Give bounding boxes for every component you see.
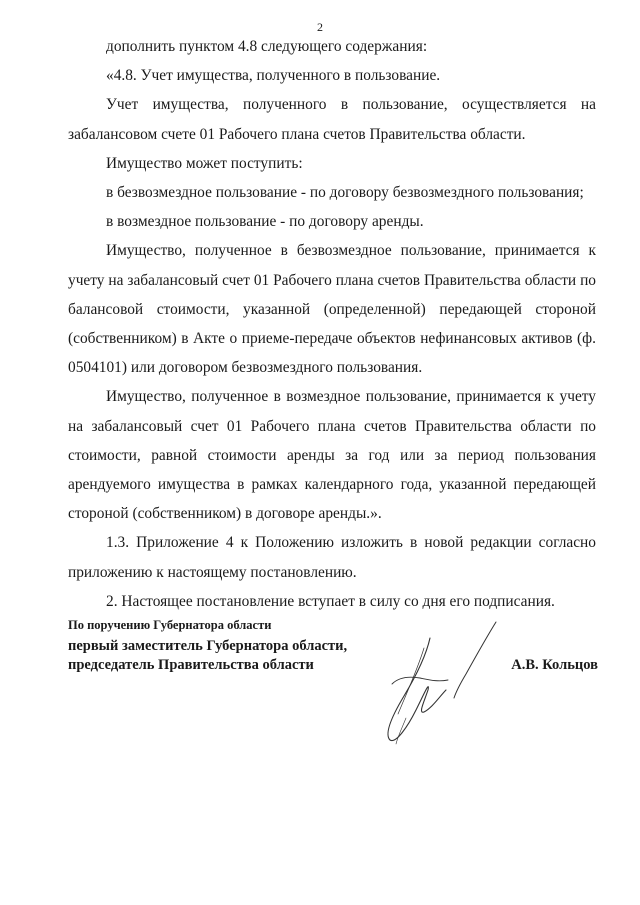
paragraph-6: в возмездное пользование - по договору аренды. <box>106 213 424 231</box>
paragraph-8: Имущество, полученное в возмездное пользование, принимается к учету на забалансовый счет 01 Рабочего плана счетов Правительства области по стоимости, равной стоимости аренды за год или за период пользования арендуемого имущества в рамках календарного года, указанной передающей стороной (собственником) в договоре аренды.». <box>68 388 596 523</box>
signature-position-line-1: первый заместитель Губернатора области, <box>68 638 348 654</box>
page-number: 2 <box>317 20 323 34</box>
signature-position-line-2: председатель Правительства области <box>68 657 314 673</box>
paragraph-7: Имущество, полученное в безвозмездное пользование, принимается к учету на забалансовый счет 01 Рабочего плана счетов Правительства области по балансовой стоимости, указанной (определенной) передающей стороной (собственником) в Акте о приеме-передаче объектов нефинансовых активов (ф. 0504101) или договором безвозмездного пользования. <box>68 242 596 377</box>
paragraph-1: дополнить пунктом 4.8 следующего содержания: <box>106 38 428 55</box>
paragraph-3: Учет имущества, полученного в пользование, осуществляется на забалансовом счете 01 Рабочего плана счетов Правительства области. <box>68 96 596 143</box>
signature-on-behalf: По поручению Губернатора области <box>68 618 272 632</box>
signature-name: А.В. Кольцов <box>511 657 598 673</box>
handwritten-signature <box>368 618 518 758</box>
signature-block <box>68 618 598 758</box>
paragraph-5: в безвозмездное пользование - по договору безвозмездного пользования; <box>106 184 584 202</box>
document-body <box>68 32 596 616</box>
paragraph-9: 1.3. Приложение 4 к Положению изложить в новой редакции согласно приложению к настоящему постановлению. <box>68 534 596 581</box>
paragraph-2: «4.8. Учет имущества, полученного в пользование. <box>106 67 441 85</box>
paragraph-10: 2. Настоящее постановление вступает в силу со дня его подписания. <box>106 592 555 610</box>
paragraph-4: Имущество может поступить: <box>106 154 303 172</box>
